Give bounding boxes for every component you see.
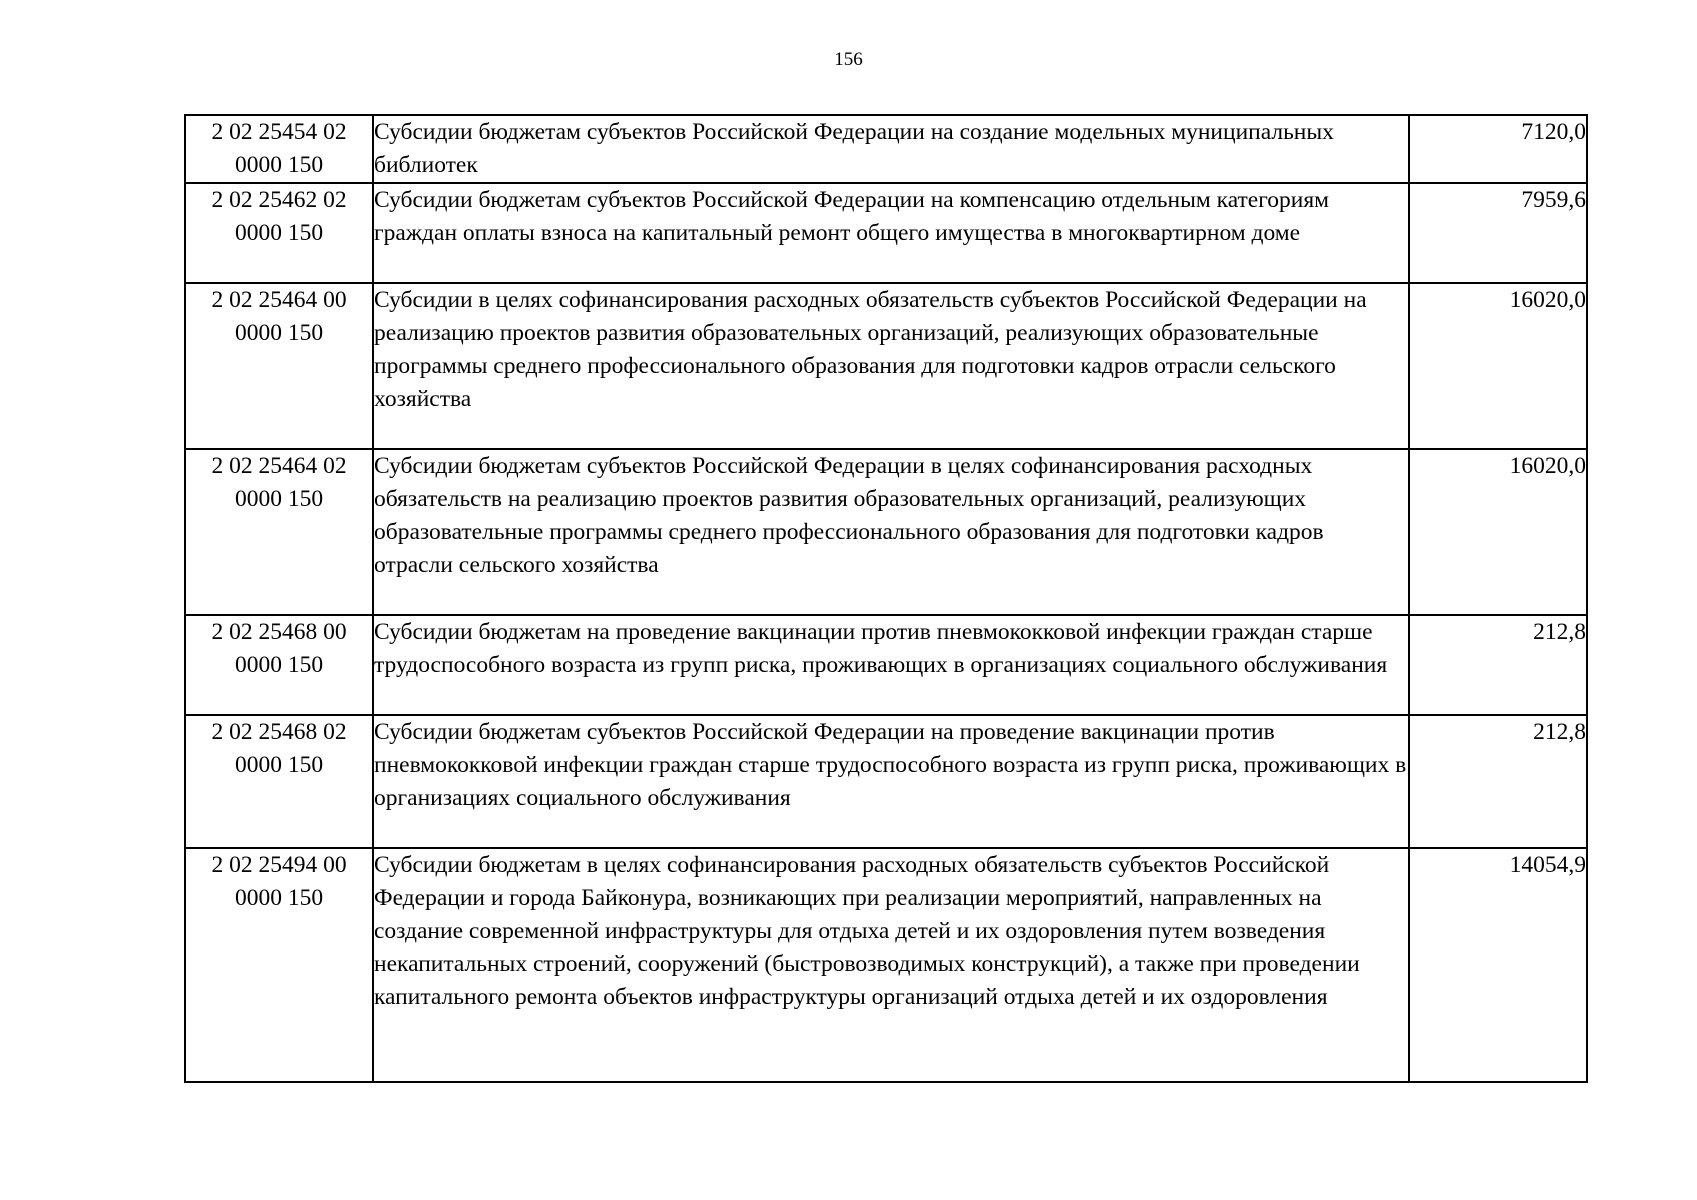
budget-code-cell (185, 449, 373, 615)
amount-cell: 16020,0 (1409, 283, 1587, 449)
amount-cell: 14054,9 (1409, 848, 1587, 1082)
table-row (185, 615, 1587, 715)
amount-cell: 7959,6 (1409, 183, 1587, 283)
revenue-name-cell: Субсидии бюджетам субъектов Российской Федерации на проведение вакцинации против пневмококковой инфекции граждан старше трудоспособного возраста из групп риска, проживающих в организациях социального обслуживания (373, 715, 1409, 848)
revenue-name-cell: Субсидии бюджетам в целях софинансирования расходных обязательств субъектов Российской Федерации и города Байконура, возникающих при реализации мероприятий, направленных на создание современной инфраструктуры для отдыха детей и их оздоровления путем возведения некапитальных строений, сооружений (быстровозводимых конструкций), а также при проведении капитального ремонта объектов инфраструктуры организаций отдыха детей и их оздоровления (373, 848, 1409, 1082)
budget-code-line: 0000 150 (234, 486, 324, 512)
budget-code-line: 2 02 25464 00 (211, 287, 347, 313)
budget-code-line: 2 02 25468 02 (211, 719, 347, 745)
revenue-name-cell: Субсидии бюджетам на проведение вакцинации против пневмококковой инфекции граждан старше трудоспособного возраста из групп риска, проживающих в организациях социального обслуживания (373, 615, 1409, 715)
amount-cell: 212,8 (1409, 715, 1587, 848)
budget-code-line: 0000 150 (234, 220, 324, 246)
table-row (185, 848, 1587, 1082)
budget-code-line: 0000 150 (234, 652, 324, 678)
budget-revenue-table (184, 114, 1588, 1083)
budget-code-cell (185, 115, 373, 183)
budget-code-cell (185, 848, 373, 1082)
budget-code-line: 0000 150 (234, 885, 324, 911)
budget-code-cell (185, 615, 373, 715)
table-row (185, 183, 1587, 283)
table-row (185, 715, 1587, 848)
table-row (185, 115, 1587, 183)
budget-code-line: 0000 150 (234, 152, 324, 178)
revenue-name-cell: Субсидии бюджетам субъектов Российской Федерации на создание модельных муниципальных библиотек (373, 115, 1409, 183)
amount-cell: 212,8 (1409, 615, 1587, 715)
budget-code-cell (185, 183, 373, 283)
budget-code-cell (185, 283, 373, 449)
page-number: 156 (834, 49, 863, 70)
budget-code-line: 2 02 25462 02 (211, 187, 347, 213)
budget-code-line: 2 02 25494 00 (211, 852, 347, 878)
budget-code-line: 0000 150 (234, 752, 324, 778)
budget-code-line: 2 02 25464 02 (211, 453, 347, 479)
budget-code-line: 2 02 25454 02 (211, 119, 347, 145)
amount-cell: 7120,0 (1409, 115, 1587, 183)
revenue-name-cell: Субсидии в целях софинансирования расходных обязательств субъектов Российской Федерации на реализацию проектов развития образовательных организаций, реализующих образовательные программы среднего профессионального образования для подготовки кадров отрасли сельского хозяйства (373, 283, 1409, 449)
table-row (185, 283, 1587, 449)
table-row (185, 449, 1587, 615)
budget-code-line: 0000 150 (234, 320, 324, 346)
revenue-name-cell: Субсидии бюджетам субъектов Российской Федерации в целях софинансирования расходных обязательств на реализацию проектов развития образовательных организаций, реализующих образовательные программы среднего профессионального образования для подготовки кадров отрасли сельского хозяйства (373, 449, 1409, 615)
budget-code-line: 2 02 25468 00 (211, 619, 347, 645)
amount-cell: 16020,0 (1409, 449, 1587, 615)
revenue-name-cell: Субсидии бюджетам субъектов Российской Федерации на компенсацию отдельным категориям граждан оплаты взноса на капитальный ремонт общего имущества в многоквартирном доме (373, 183, 1409, 283)
budget-code-cell (185, 715, 373, 848)
